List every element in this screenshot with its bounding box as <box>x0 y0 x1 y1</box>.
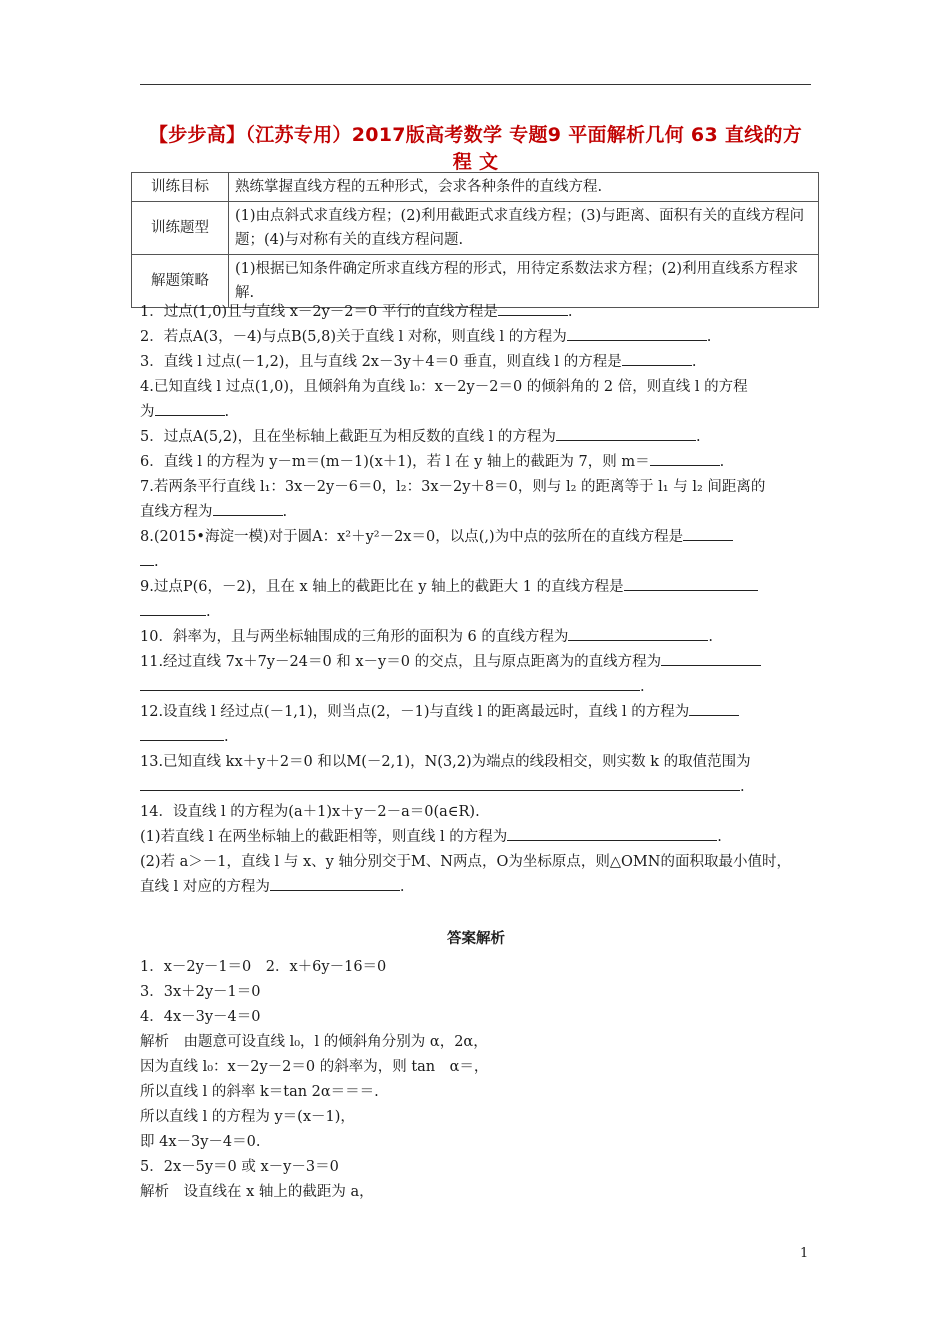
answer-blank <box>689 701 739 716</box>
problem-11: 11.经过直线 7x＋7y－24＝0 和 x－y＝0 的交点，且与原点距离为的直线方程为 <box>140 650 812 675</box>
problem-2: 2．若点A(3，－4)与点B(5,8)关于直线 l 对称，则直线 l 的方程为 . <box>140 325 812 350</box>
problem-12: 12.设直线 l 经过点(－1,1)，则当点(2，－1)与直线 l 的距离最远时，直线 l 的方程为 <box>140 700 812 725</box>
problem-13-cont: . <box>140 775 812 800</box>
answer-blank <box>140 776 740 791</box>
problem-9: 9.过点P(6，－2)，且在 x 轴上的截距比在 y 轴上的截距大 1 的直线方程是 <box>140 575 812 600</box>
problem-1: 1．过点(1,0)且与直线 x－2y－2＝0 平行的直线方程是 . <box>140 300 812 325</box>
answer-blank <box>624 576 758 591</box>
problem-7-cont: 直线方程为 . <box>140 500 812 525</box>
answer-blank <box>507 826 717 841</box>
problem-12-cont: . <box>140 725 812 750</box>
answer-blank <box>661 651 761 666</box>
problem-13: 13.已知直线 kx＋y＋2＝0 和以M(－2,1)，N(3,2)为端点的线段相交，则实数 k 的取值范围为 <box>140 754 751 770</box>
header-rule <box>140 84 811 85</box>
table-head-cell: 训练目标 <box>132 173 229 202</box>
table-body-cell: (1)由点斜式求直线方程；(2)利用截距式求直线方程；(3)与距离、面积有关的直线方程问题；(4)与对称有关的直线方程问题. <box>229 202 819 255</box>
answer-blank <box>567 326 707 341</box>
problem-14-part-2: (2)若 a＞－1，直线 l 与 x、y 轴分别交于M、N两点，O为坐标原点，则△OMN的面积取最小值时， <box>140 854 791 870</box>
page-number: 1 <box>800 1246 809 1261</box>
answer-blank <box>683 526 733 541</box>
answer-line: 解析 设直线在 x 轴上的截距为 a， <box>140 1184 374 1200</box>
problem-14: 14．设直线 l 的方程为(a＋1)x＋y－2－a＝0(a∈R). <box>140 804 480 820</box>
problem-3: 3．直线 l 过点(－1,2)，且与直线 2x－3y＋4＝0 垂直，则直线 l 的方程是 . <box>140 350 812 375</box>
table-head-cell: 解题策略 <box>132 255 229 308</box>
answer-line: 4．4x－3y－4＝0 <box>140 1009 261 1025</box>
answer-blank <box>498 301 568 316</box>
answer-blank <box>140 601 206 616</box>
answer-line: 1．x－2y－1＝0 2．x＋6y－16＝0 <box>140 959 387 975</box>
problem-4: 4.已知直线 l 过点(1,0)，且倾斜角为直线 l₀：x－2y－2＝0 的倾斜角的 2 倍，则直线 l 的方程 <box>140 379 748 395</box>
problem-14-part-1: (1)若直线 l 在两坐标轴上的截距相等，则直线 l 的方程为 . <box>140 825 812 850</box>
answer-blank <box>650 451 720 466</box>
answer-blank <box>155 401 225 416</box>
answer-blank <box>568 626 708 641</box>
answer-blank <box>140 551 154 566</box>
problem-5: 5．过点A(5,2)，且在坐标轴上截距互为相反数的直线 l 的方程为 . <box>140 425 812 450</box>
answer-blank <box>140 726 224 741</box>
problem-11-cont: . <box>140 675 812 700</box>
answer-blank <box>213 501 283 516</box>
problem-8-cont: . <box>140 550 812 575</box>
answer-line: 5．2x－5y＝0 或 x－y－3＝0 <box>140 1159 339 1175</box>
problem-10: 10．斜率为，且与两坐标轴围成的三角形的面积为 6 的直线方程为 . <box>140 625 812 650</box>
problem-8: 8.(2015•海淀一模)对于圆A：x²＋y²－2x＝0，以点(,)为中点的弦所在的直线方程是 <box>140 525 812 550</box>
answer-blank <box>140 676 640 691</box>
answer-blank <box>270 876 400 891</box>
answer-line: 因为直线 l₀：x－2y－2＝0 的斜率为，则 tan α＝， <box>140 1059 489 1075</box>
table-body-cell: (1)根据已知条件确定所求直线方程的形式，用待定系数法求方程；(2)利用直线系方程求解. <box>229 255 819 308</box>
problem-14-part-2-cont: 直线 l 对应的方程为 . <box>140 875 812 900</box>
page-title: 【步步高】（江苏专用）2017版高考数学 专题9 平面解析几何 63 直线的方程 文 <box>148 124 803 173</box>
answer-line: 所以直线 l 的方程为 y＝(x－1)， <box>140 1109 355 1125</box>
problem-9-cont: . <box>140 600 812 625</box>
answer-blank <box>622 351 692 366</box>
problem-6: 6．直线 l 的方程为 y－m＝(m－1)(x＋1)，若 l 在 y 轴上的截距为 7，则 m＝ . <box>140 450 812 475</box>
answer-line: 即 4x－3y－4＝0. <box>140 1134 261 1150</box>
answer-line: 3．3x＋2y－1＝0 <box>140 984 261 1000</box>
problem-7: 7.若两条平行直线 l₁：3x－2y－6＝0，l₂：3x－2y＋8＝0，则与 l₂ 的距离等于 l₁ 与 l₂ 间距离的 <box>140 479 766 495</box>
table-body-cell: 熟练掌握直线方程的五种形式，会求各种条件的直线方程. <box>229 173 819 202</box>
answers-heading: 答案解析 <box>447 931 505 947</box>
answer-line: 解析 由题意可设直线 l₀，l 的倾斜角分别为 α，2α， <box>140 1034 488 1050</box>
training-table <box>131 172 819 308</box>
table-row <box>132 202 819 255</box>
answer-blank <box>556 426 696 441</box>
answer-line: 所以直线 l 的斜率 k＝tan 2α＝＝＝. <box>140 1084 379 1100</box>
table-row <box>132 173 819 202</box>
main-content <box>140 300 812 1205</box>
problem-4-cont: 为 . <box>140 400 812 425</box>
table-head-cell: 训练题型 <box>132 202 229 255</box>
